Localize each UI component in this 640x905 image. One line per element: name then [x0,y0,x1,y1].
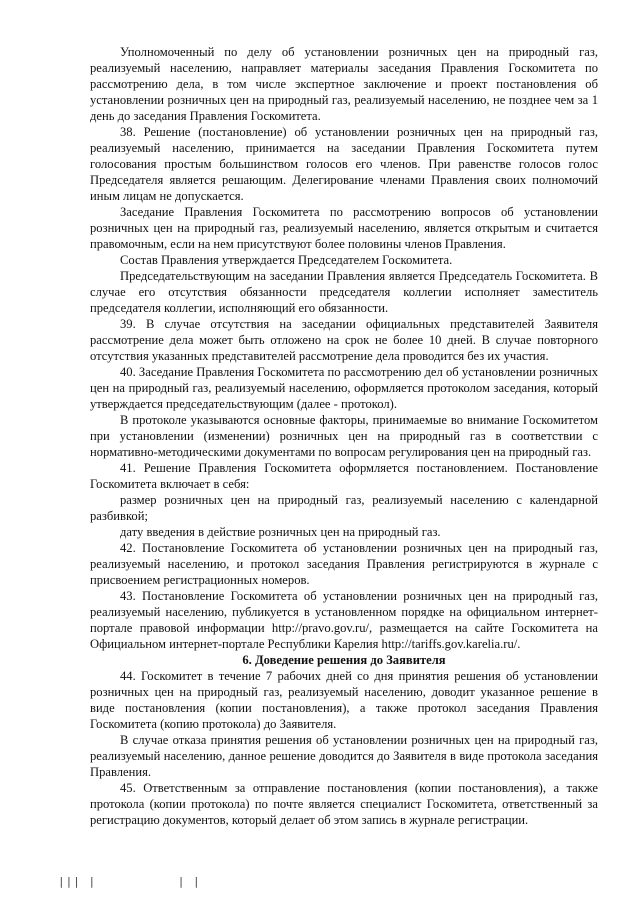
paragraph-43: 43. Постановление Госкомитета об установлении розничных цен на природный газ, реализуемый населению, публикуется в установленном порядке на официальном интернет-портале правовой информации http://pravo.gov.ru/, размещается на сайте Госкомитета на Официальном интернет-портале Республики Карелия http://tariffs.gov.karelia.ru/. [90,589,598,651]
section-heading: 6. Доведение решения до Заявителя [242,653,446,667]
paragraph-refusal: В случае отказа принятия решения об установлении розничных цен на природный газ, реализуемый населению, данное решение доводится до Заявителя в виде протокола заседания Правления. [90,733,598,779]
paragraph-41: 41. Решение Правления Госкомитета оформляется постановлением. Постановление Госкомитета включает в себя: [90,461,598,491]
paragraph-40: 40. Заседание Правления Госкомитета по рассмотрению дел об установлении розничных цен на природный газ, реализуемый населению, оформляется протоколом заседания, который утверждается председательствующим (далее - протокол). [90,365,598,411]
paragraph-45: 45. Ответственным за отправление постановления (копии постановления), а также протокола (копии протокола) по почте является специалист Госкомитета, ответственный за регистрацию документов, который делает об этом запись в журнале регистрации. [90,781,598,827]
paragraph-39: 39. В случае отсутствия на заседании официальных представителей Заявителя рассмотрение дела может быть отложено на срок не более 10 дней. В случае повторного отсутствия указанных представителей рассмотрение дела проводится без их участия. [90,317,598,363]
paragraph-38: 38. Решение (постановление) об установлении розничных цен на природный газ, реализуемый населению, принимается на заседании Правления Госкомитета путем голосования простым большинством голосов его членов. При равенстве голосов голос Председателя является решающим. Делегирование членами Правления своих полномочий иным лицам не допускается. [90,125,598,203]
paragraph-board-composition: Состав Правления утверждается Председателем Госкомитета. [120,253,453,267]
paragraph-protocol-factors: В протоколе указываются основные факторы, принимаемые во внимание Госкомитетом при установлении (изменении) розничных цен на природный газ в соответствии с нормативно-методическими документами по вопросам регулирования цен на природный газ. [90,413,598,459]
footer-scan-marks [58,875,275,888]
footer-mark-left: ||| | [58,875,97,888]
paragraph-42: 42. Постановление Госкомитета об установлении розничных цен на природный газ, реализуемый населению, и протокол заседания Правления регистрируются в журнале с присвоением регистрационных номеров. [90,541,598,587]
paragraph-authorized-person: Уполномоченный по делу об установлении розничных цен на природный газ, реализуемый населению, направляет материалы заседания Правления Госкомитета по рассмотрению дела, в том числе экспертное заключение и проект постановления об установлении розничных цен на природный газ, реализуемый населению, не позднее чем за 1 день до заседания Правления Госкомитета. [90,45,598,123]
footer-mark-right: | | [177,875,201,888]
paragraph-effective-date: дату введения в действие розничных цен на природный газ. [120,525,441,539]
paragraph-chairperson: Председательствующим на заседании Правления является Председатель Госкомитета. В случае его отсутствия обязанности председателя коллегии исполняет заместитель председателя коллегии, исполняющий его обязанности. [90,269,598,315]
paragraph-meeting-open: Заседание Правления Госкомитета по рассмотрению вопросов об установлении розничных цен на природный газ, реализуемый населению, является открытым и считается правомочным, если на нем присутствуют более половины членов Правления. [90,205,598,251]
paragraph-44: 44. Госкомитет в течение 7 рабочих дней со дня принятия решения об установлении розничных цен на природный газ, реализуемый населению, доводит указанное решение в виде постановления (копии постановления), а также протокол заседания Правления Госкомитета (копию протокола) до Заявителя. [90,669,598,731]
paragraph-price-size: размер розничных цен на природный газ, реализуемый населению с календарной разбивкой; [90,493,598,523]
